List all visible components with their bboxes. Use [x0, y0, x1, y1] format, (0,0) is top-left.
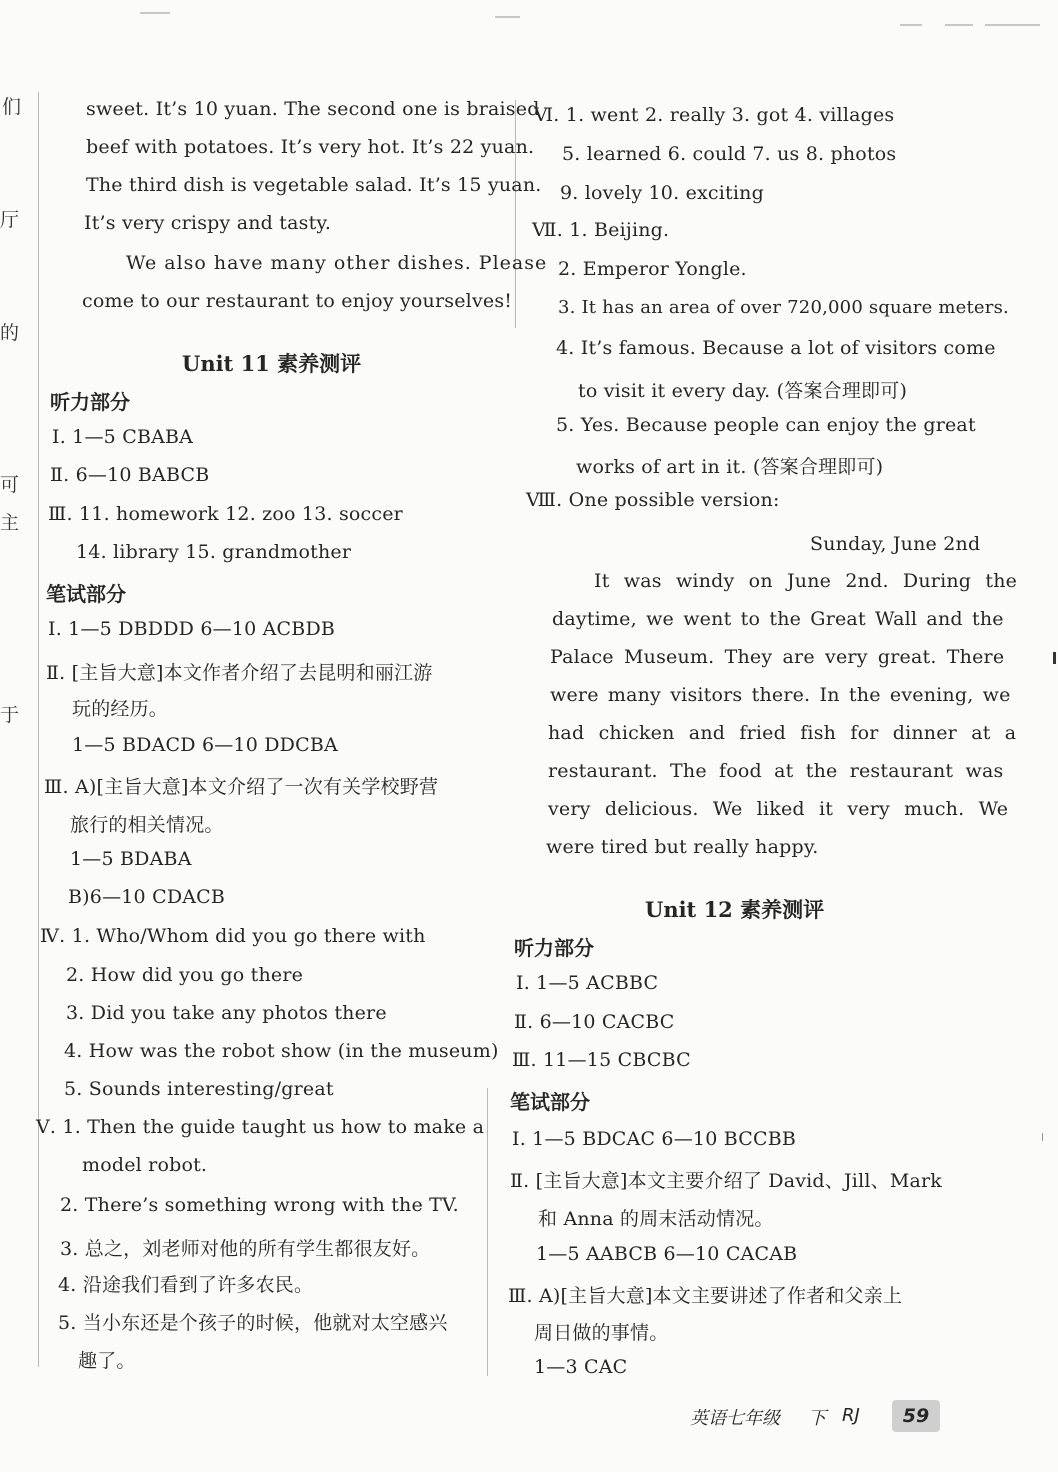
answer-line: 1—5 BDABA — [70, 848, 192, 870]
essay-line: It was windy on June 2nd. During the — [594, 570, 1018, 592]
edge-tick — [1042, 1133, 1043, 1141]
answer-line: 2. Emperor Yongle. — [558, 258, 747, 280]
essay-line: were many visitors there. In the evening, we — [550, 684, 1011, 706]
footer-subject: 英语七年级 — [690, 1408, 780, 1429]
answer-line: 玩的经历。 — [72, 698, 169, 720]
top-edge-mark — [985, 24, 1040, 26]
top-edge-mark — [945, 24, 973, 26]
answer-line: Ⅲ. A)[主旨大意]本文主要讲述了作者和父亲上 — [508, 1285, 903, 1307]
answer-line: Ⅱ. [主旨大意]本文主要介绍了 David、Jill、Mark — [510, 1170, 943, 1192]
answer-line: Ⅳ. 1. Who/Whom did you go there with — [40, 925, 426, 947]
essay-date: Sunday, June 2nd — [810, 533, 981, 555]
text-line: come to our restaurant to enjoy yourselves! — [82, 290, 513, 312]
answer-line: 2. There’s something wrong with the TV. — [60, 1194, 459, 1216]
answer-line: 5. Sounds interesting/great — [64, 1078, 334, 1100]
edge-char: 厅 — [0, 209, 20, 231]
section-heading: 笔试部分 — [510, 1090, 590, 1114]
answer-line: Ⅷ. One possible version: — [526, 489, 780, 511]
edge-char: 可 — [0, 474, 20, 496]
top-edge-mark — [140, 12, 170, 14]
answer-line: Ⅶ. 1. Beijing. — [532, 219, 670, 241]
answer-line: 3. 总之，刘老师对他的所有学生都很友好。 — [60, 1238, 431, 1260]
page-number: 59 — [892, 1400, 940, 1432]
answer-line: Ⅲ. 11. homework 12. zoo 13. soccer — [48, 503, 403, 525]
essay-line: Palace Museum. They are very great. There — [550, 646, 1005, 668]
essay-line: restaurant. The food at the restaurant was — [548, 760, 1004, 782]
answer-line: B)6—10 CDACB — [68, 886, 226, 908]
answer-line: Ⅲ. A)[主旨大意]本文介绍了一次有关学校野营 — [44, 776, 439, 798]
edge-char: 们 — [2, 96, 22, 118]
answer-line: Ⅴ. 1. Then the guide taught us how to make a — [36, 1116, 485, 1138]
edge-char: 主 — [0, 512, 20, 534]
answer-line: to visit it every day. (答案合理即可) — [578, 380, 908, 402]
answer-line: 4. How was the robot show (in the museum) — [64, 1040, 499, 1062]
answer-line: 旅行的相关情况。 — [70, 814, 224, 836]
essay-line: very delicious. We liked it very much. We — [548, 798, 1009, 820]
unit-title: Unit 11 素养测评 — [182, 351, 362, 376]
left-margin-rule — [38, 92, 39, 1367]
answer-line: 1—3 CAC — [534, 1356, 628, 1378]
answer-line: 周日做的事情。 — [534, 1322, 669, 1344]
text-line: The third dish is vegetable salad. It’s 15 yuan. — [86, 174, 542, 196]
answer-line: 3. Did you take any photos there — [66, 1002, 387, 1024]
answer-line: Ⅱ. 6—10 BABCB — [50, 464, 210, 486]
unit-title: Unit 12 素养测评 — [645, 897, 825, 922]
answer-line: 3. It has an area of over 720,000 square meters. — [558, 297, 1009, 318]
answer-line: 趣了。 — [78, 1350, 136, 1372]
essay-line: were tired but really happy. — [546, 836, 819, 858]
answer-line: 和 Anna 的周末活动情况。 — [538, 1208, 774, 1230]
essay-line: had chicken and fried fish for dinner at a — [548, 722, 1017, 744]
edge-char: 的 — [0, 322, 20, 344]
section-heading: 听力部分 — [514, 936, 594, 960]
answer-line: 1—5 BDACD 6—10 DDCBA — [72, 734, 338, 756]
text-line: beef with potatoes. It’s very hot. It’s 22 yuan. — [86, 136, 535, 158]
answer-line: 5. Yes. Because people can enjoy the great — [556, 414, 976, 436]
text-line: sweet. It’s 10 yuan. The second one is braised — [86, 98, 540, 120]
answer-line: works of art in it. (答案合理即可) — [576, 456, 884, 478]
essay-line: daytime, we went to the Great Wall and the — [552, 608, 1004, 630]
text-line: We also have many other dishes. Please — [126, 252, 548, 274]
top-edge-mark — [900, 24, 922, 26]
answer-line: 14. library 15. grandmother — [76, 541, 352, 563]
column-divider — [515, 100, 516, 328]
edge-tick — [1053, 652, 1056, 664]
answer-line: 5. 当小东还是个孩子的时候，他就对太空感兴 — [58, 1312, 448, 1334]
answer-line: Ⅰ. 1—5 CBABA — [52, 426, 194, 448]
answer-line: Ⅵ. 1. went 2. really 3. got 4. villages — [534, 104, 895, 126]
footer-edition: RJ — [842, 1405, 860, 1426]
answer-line: model robot. — [82, 1154, 208, 1176]
text-line: It’s very crispy and tasty. — [84, 212, 332, 234]
column-divider — [487, 1088, 488, 1376]
edge-char: 于 — [0, 704, 20, 726]
answer-line: 4. It’s famous. Because a lot of visitors come — [556, 337, 996, 359]
answer-line: 2. How did you go there — [66, 964, 304, 986]
footer-volume: 下 — [808, 1408, 826, 1429]
answer-line: 4. 沿途我们看到了许多农民。 — [58, 1274, 314, 1296]
answer-line: Ⅱ. 6—10 CACBC — [514, 1011, 675, 1033]
answer-line: Ⅱ. [主旨大意]本文作者介绍了去昆明和丽江游 — [46, 662, 433, 684]
top-edge-mark — [495, 16, 520, 18]
section-heading: 听力部分 — [50, 390, 130, 414]
answer-line: 5. learned 6. could 7. us 8. photos — [562, 143, 897, 165]
section-heading: 笔试部分 — [46, 582, 126, 606]
answer-line: 1—5 AABCB 6—10 CACAB — [536, 1243, 798, 1265]
answer-line: Ⅰ. 1—5 BDCAC 6—10 BCCBB — [512, 1128, 797, 1150]
answer-line: Ⅰ. 1—5 DBDDD 6—10 ACBDB — [48, 618, 336, 640]
answer-line: Ⅲ. 11—15 CBCBC — [512, 1049, 691, 1071]
answer-line: Ⅰ. 1—5 ACBBC — [516, 972, 659, 994]
answer-line: 9. lovely 10. exciting — [560, 182, 764, 204]
